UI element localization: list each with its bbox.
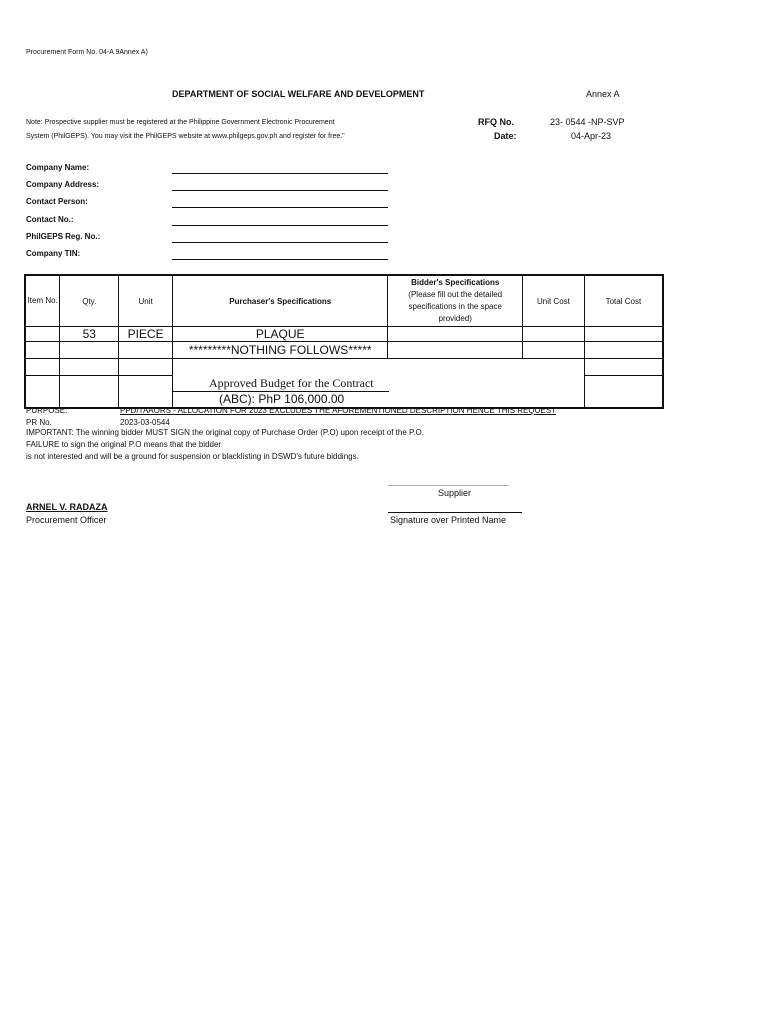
spec-cell: PLAQUE — [173, 327, 388, 342]
failure-note-2: is not interested and will be a ground for suspension or blacklisting in DSWD's future biddings. — [26, 452, 359, 461]
spec-cell[interactable] — [173, 359, 585, 376]
header-item-no: Item No. — [25, 275, 60, 327]
total-cost-cell[interactable] — [584, 342, 663, 359]
total-cost-cell[interactable] — [584, 359, 663, 376]
bidder-specs-title: Bidder's Specifications — [411, 278, 500, 287]
unit-cell[interactable] — [119, 359, 173, 376]
company-name-label: Company Name: — [26, 163, 90, 172]
pr-value: 2023-03-0544 — [120, 418, 170, 427]
rfq-label: RFQ No. — [478, 117, 514, 127]
unit-cell[interactable] — [119, 376, 173, 408]
unit-cell: PIECE — [119, 327, 173, 342]
pr-label: PR No. — [26, 418, 52, 427]
qty-cell[interactable] — [60, 359, 119, 376]
header-qty: Qty. — [60, 275, 119, 327]
note-line-2: System (PhilGEPS). You may visit the PhilGEPS website at www.philgeps.gov.ph and register for free." — [26, 133, 345, 140]
signature-line[interactable] — [388, 512, 522, 513]
header-unit-cost: Unit Cost — [523, 275, 585, 327]
company-name-field[interactable] — [172, 173, 388, 174]
date-label: Date: — [494, 131, 517, 141]
table-row — [25, 359, 663, 376]
philgeps-reg-label: PhilGEPS Reg. No.: — [26, 232, 101, 241]
qty-cell[interactable] — [60, 342, 119, 359]
item-no-cell[interactable] — [25, 342, 60, 359]
qty-cell[interactable] — [60, 376, 119, 408]
officer-title: Procurement Officer — [26, 515, 107, 525]
table-header-row — [25, 275, 663, 327]
unit-cell[interactable] — [119, 342, 173, 359]
company-address-field[interactable] — [172, 190, 388, 191]
qty-cell: 53 — [60, 327, 119, 342]
contact-no-field[interactable] — [172, 225, 388, 226]
date-value: 04-Apr-23 — [571, 131, 612, 141]
contact-no-label: Contact No.: — [26, 215, 74, 224]
rfq-value: 23- 0544 -NP-SVP — [550, 117, 625, 127]
item-no-cell[interactable] — [25, 376, 60, 408]
header-bidder-specs — [388, 275, 523, 327]
header-purchaser-specs: Purchaser's Specifications — [173, 275, 388, 327]
item-no-cell[interactable] — [25, 359, 60, 376]
note-line-1: Note: Prospective supplier must be registered at the Philippine Government Electronic Procurement — [26, 119, 335, 126]
abc-line-1: Approved Budget for the Contract — [209, 375, 374, 390]
table-row — [25, 376, 663, 408]
important-note: IMPORTANT: The winning bidder MUST SIGN the original copy of Purchase Order (P.O) upon receipt of the P.O. — [26, 428, 424, 437]
table-row — [25, 327, 663, 342]
abc-line-2: (ABC): PhP 106,000.00 — [173, 391, 389, 407]
department-title: DEPARTMENT OF SOCIAL WELFARE AND DEVELOPMENT — [172, 89, 425, 99]
company-tin-field[interactable] — [172, 259, 388, 260]
abc-cell — [173, 376, 585, 408]
annex-label: Annex A — [586, 89, 620, 99]
company-tin-label: Company TIN: — [26, 249, 81, 258]
table-row — [25, 342, 663, 359]
purpose-label: PURPOSE: — [26, 406, 68, 415]
supplier-signature-blank[interactable]: _______________________________ — [388, 479, 509, 486]
header-unit: Unit — [119, 275, 173, 327]
bidder-spec-cell[interactable] — [388, 342, 523, 359]
contact-person-field[interactable] — [172, 207, 388, 208]
failure-note-1: FAILURE to sign the original P.O means that the bidder — [26, 440, 222, 449]
unit-cost-cell[interactable] — [523, 327, 585, 342]
form-reference: Procurement Form No. 04-A 9Annex A) — [26, 49, 148, 56]
quotation-table — [24, 274, 664, 409]
signature-label: Signature over Printed Name — [390, 515, 507, 525]
company-address-label: Company Address: — [26, 180, 100, 189]
philgeps-reg-field[interactable] — [172, 242, 388, 243]
header-total-cost: Total Cost — [584, 275, 663, 327]
supplier-label: Supplier — [438, 488, 472, 498]
bidder-specs-note: (Please fill out the detailed specifications in the space provided) — [408, 290, 503, 323]
contact-person-label: Contact Person: — [26, 197, 88, 206]
bidder-spec-cell[interactable] — [388, 327, 523, 342]
nothing-follows-cell: *********NOTHING FOLLOWS***** — [173, 342, 388, 359]
total-cost-cell[interactable] — [584, 376, 663, 408]
officer-name: ARNEL V. RADAZA — [26, 502, 108, 512]
purpose-value: PPD/TAAORS - ALLOCATION FOR 2023 EXCLUDES THE AFOREMENTIONED DESCRIPTION HENCE THIS REQUEST — [120, 406, 556, 415]
item-no-cell[interactable] — [25, 327, 60, 342]
unit-cost-cell[interactable] — [523, 342, 585, 359]
total-cost-cell[interactable] — [584, 327, 663, 342]
